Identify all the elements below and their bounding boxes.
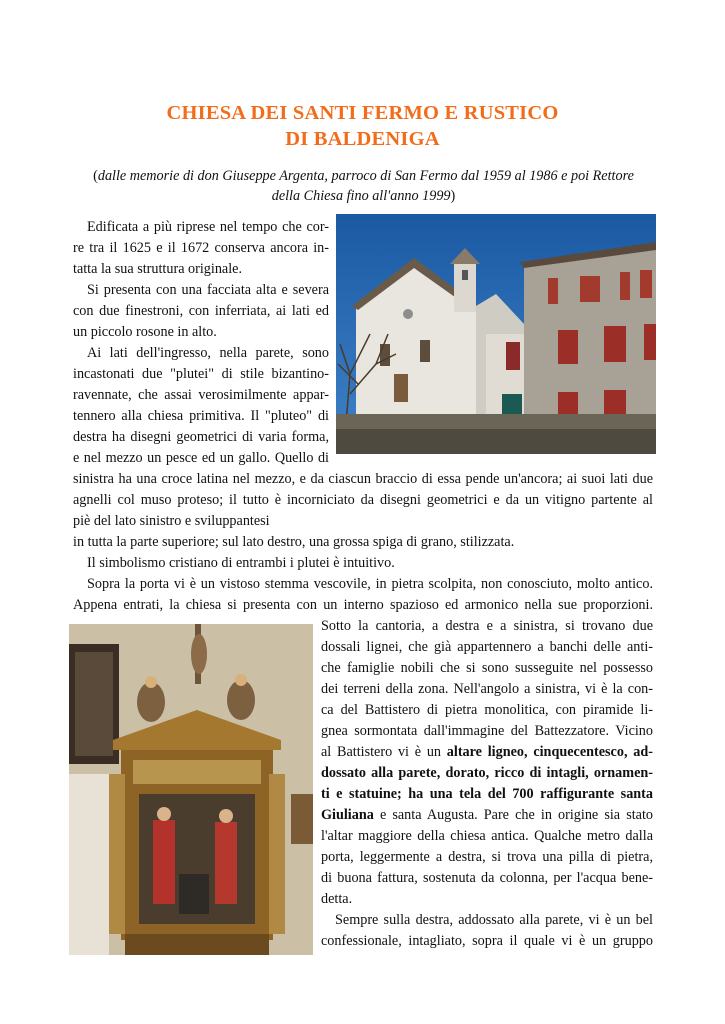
body-line: Ai lati dell'ingresso, nella parete, sono (87, 345, 329, 361)
body-line (321, 742, 653, 763)
church-exterior-photo (336, 214, 656, 454)
body-line: l'altar maggiore della chiesa antica. Qualche metro dalla (321, 828, 653, 844)
title-line-1: CHIESA DEI SANTI FERMO E RUSTICO (166, 102, 559, 124)
body-line: che famiglie nobili che si sono susseguite nel possesso (321, 660, 653, 676)
body-line: Il simbolismo cristiano di entrambi i plutei è intuitivo. (87, 555, 395, 571)
body-line: con due finestroni, con inferriata, ai lati ed (73, 303, 329, 319)
page-title (0, 100, 725, 152)
body-line: ravennate, che assai verosimilmente appar- (73, 387, 329, 403)
body-line: dei terreni della zona. Nell'angolo a sinistra, vi è la con- (321, 681, 653, 697)
subtitle-italic-1: dalle memorie di don Giuseppe Argenta, parroco di San Fermo dal 1959 al 1986 e poi Rettore (97, 168, 634, 184)
body-line: in tutta la parte superiore; sul lato destro, una grossa spiga di grano, stilizzata. (73, 534, 515, 550)
body-line: Appena entrati, la chiesa si presenta con un interno spazioso ed armonico nella sue proporzioni. (73, 597, 653, 613)
body-line: Sopra la porta vi è un vistoso stemma vescovile, in pietra scolpita, non conosciuto, molto antico. (87, 576, 653, 592)
body-line: Si presenta con una facciata alta e severa (87, 282, 329, 298)
body-line: Sempre sulla destra, addossato alla parete, vi è un bel (335, 912, 653, 928)
body-line: e nel mezzo un pesce ed un gallo. Quello di (73, 450, 329, 466)
body-line: ca del Battistero di pietra monolitica, con piramide li- (321, 702, 653, 718)
title-line-2: DI BALDENIGA (285, 128, 440, 150)
body-line: Sotto la cantoria, a destra e a sinistra, si trovano due (321, 618, 653, 634)
body-line: detta. (321, 891, 353, 907)
body-line: Edificata a più riprese nel tempo che cor- (87, 219, 329, 235)
body-line: tennero alla chiesa primitiva. Il "pluteo" di (73, 408, 329, 424)
wooden-altar-photo (69, 624, 313, 955)
body-text-bold: Giuliana (321, 807, 374, 823)
body-text: e santa Augusta. Pare che in origine sia stato (373, 807, 653, 823)
body-line-bold: ti e statuine; ha una tela del 700 raffigurante santa (321, 786, 653, 802)
body-line (321, 805, 653, 826)
body-line: dossali lignei, che già appartennero a banchi delle anti- (321, 639, 653, 655)
body-line: tatta la sua struttura originale. (73, 261, 243, 277)
body-line: un piccolo rosone in alto. (73, 324, 217, 340)
body-line: piè del lato sinistro e sviluppantesi (73, 513, 270, 529)
subtitle-close-paren: ) (450, 188, 456, 204)
subtitle-open-paren: ( (93, 168, 98, 184)
body-line: di buona fattura, sostenuta da colonna, per l'acqua bene- (321, 870, 653, 886)
body-line: destra ha disegni geometrici di varia forma, (73, 429, 329, 445)
body-line: incastonati due "plutei" di stile bizantino- (73, 366, 329, 382)
body-text: al Battistero vi è un (321, 744, 447, 760)
body-line: confessionale, intagliato, sopra il quale vi è un gruppo (321, 933, 653, 949)
body-line: agnelli col muso proteso; il tutto è incorniciato da disegni geometrici e da un vitigno partente al (73, 492, 653, 508)
subtitle-italic-2: della Chiesa fino all'anno 1999 (271, 188, 451, 204)
body-line: porta, leggermente a destra, si trova una pilla di pietra, (321, 849, 653, 865)
body-line: re tra il 1625 e il 1672 conserva ancora in- (73, 240, 329, 256)
body-line: gnea sormontata dall'immagine del Battezzatore. Vicino (321, 723, 653, 739)
subtitle (76, 166, 651, 206)
body-line-bold: dossato alla parete, dorato, ricco di intagli, ornamen- (321, 765, 653, 781)
body-text-bold: altare ligneo, cinquecentesco, ad- (446, 744, 653, 760)
body-line: sinistra ha una croce latina nel mezzo, e da ciascun braccio di essa pende un'ancora; ai suoi lati due (73, 471, 653, 487)
